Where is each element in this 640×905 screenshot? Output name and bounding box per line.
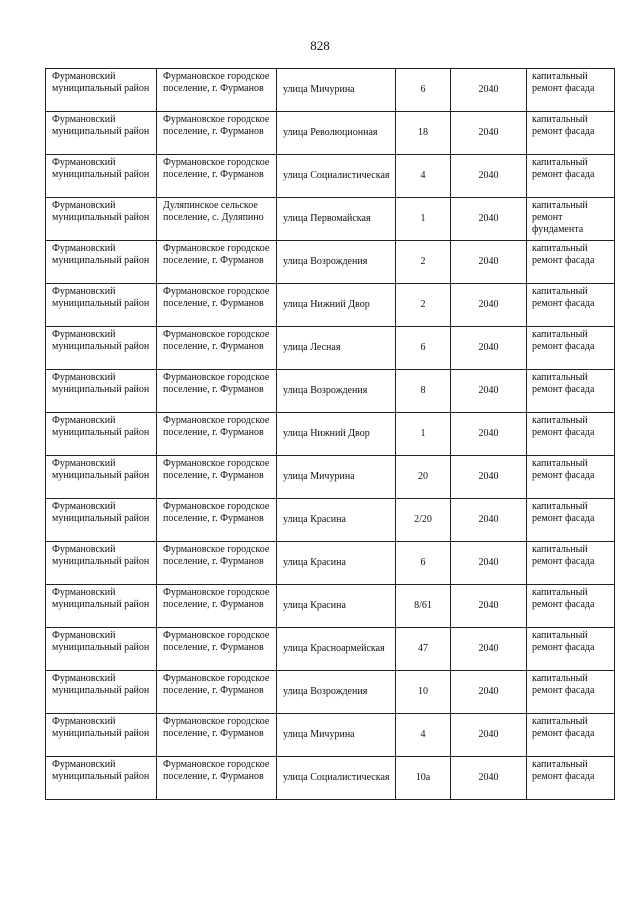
year-cell: 2040 — [451, 69, 527, 112]
street-cell: улица Нижний Двор — [277, 413, 396, 456]
settlement-cell: Фурмановское городское поселение, г. Фурманов — [157, 69, 277, 112]
settlement-cell: Фурмановское городское поселение, г. Фурманов — [157, 456, 277, 499]
district-cell: Фурмановский муниципальный район — [46, 542, 157, 585]
table-row — [46, 327, 615, 370]
table-row — [46, 155, 615, 198]
district-cell: Фурмановский муниципальный район — [46, 155, 157, 198]
street-cell: улица Мичурина — [277, 714, 396, 757]
street-cell: улица Красина — [277, 542, 396, 585]
year-cell: 2040 — [451, 241, 527, 284]
page-number: 828 — [310, 38, 330, 53]
district-cell: Фурмановский муниципальный район — [46, 585, 157, 628]
district-cell: Фурмановский муниципальный район — [46, 413, 157, 456]
street-cell: улица Мичурина — [277, 69, 396, 112]
table-row — [46, 198, 615, 241]
settlement-cell: Фурмановское городское поселение, г. Фурманов — [157, 370, 277, 413]
street-cell: улица Красноармейская — [277, 628, 396, 671]
year-cell: 2040 — [451, 456, 527, 499]
house-number-cell: 6 — [396, 69, 451, 112]
settlement-cell: Фурмановское городское поселение, г. Фурманов — [157, 628, 277, 671]
district-cell: Фурмановский муниципальный район — [46, 69, 157, 112]
table-row — [46, 284, 615, 327]
house-number-cell: 2 — [396, 284, 451, 327]
work-type-cell: капитальный ремонт фасада — [527, 327, 615, 370]
work-type-cell: капитальный ремонт фасада — [527, 241, 615, 284]
house-number-cell: 1 — [396, 198, 451, 241]
year-cell: 2040 — [451, 284, 527, 327]
year-cell: 2040 — [451, 757, 527, 800]
street-cell: улица Возрождения — [277, 370, 396, 413]
district-cell: Фурмановский муниципальный район — [46, 284, 157, 327]
work-type-cell: капитальный ремонт фасада — [527, 413, 615, 456]
year-cell: 2040 — [451, 714, 527, 757]
year-cell: 2040 — [451, 155, 527, 198]
settlement-cell: Фурмановское городское поселение, г. Фурманов — [157, 714, 277, 757]
year-cell: 2040 — [451, 198, 527, 241]
district-cell: Фурмановский муниципальный район — [46, 327, 157, 370]
work-type-cell: капитальный ремонт фасада — [527, 671, 615, 714]
year-cell: 2040 — [451, 542, 527, 585]
district-cell: Фурмановский муниципальный район — [46, 757, 157, 800]
settlement-cell: Фурмановское городское поселение, г. Фурманов — [157, 413, 277, 456]
settlement-cell: Фурмановское городское поселение, г. Фурманов — [157, 671, 277, 714]
street-cell: улица Социалистическая — [277, 155, 396, 198]
house-number-cell: 8/61 — [396, 585, 451, 628]
work-type-cell: капитальный ремонт фасада — [527, 714, 615, 757]
year-cell: 2040 — [451, 628, 527, 671]
district-cell: Фурмановский муниципальный район — [46, 112, 157, 155]
table-row — [46, 413, 615, 456]
house-number-cell: 20 — [396, 456, 451, 499]
street-cell: улица Красина — [277, 585, 396, 628]
table-row — [46, 112, 615, 155]
settlement-cell: Фурмановское городское поселение, г. Фурманов — [157, 542, 277, 585]
house-number-cell: 4 — [396, 155, 451, 198]
year-cell: 2040 — [451, 112, 527, 155]
street-cell: улица Лесная — [277, 327, 396, 370]
street-cell: улица Мичурина — [277, 456, 396, 499]
street-cell: улица Возрождения — [277, 241, 396, 284]
house-number-cell: 10а — [396, 757, 451, 800]
work-type-cell: капитальный ремонт фасада — [527, 628, 615, 671]
district-cell: Фурмановский муниципальный район — [46, 370, 157, 413]
settlement-cell: Фурмановское городское поселение, г. Фурманов — [157, 155, 277, 198]
table-row — [46, 241, 615, 284]
year-cell: 2040 — [451, 370, 527, 413]
house-number-cell: 2/20 — [396, 499, 451, 542]
house-number-cell: 10 — [396, 671, 451, 714]
street-cell: улица Красина — [277, 499, 396, 542]
table-row — [46, 499, 615, 542]
house-number-cell: 4 — [396, 714, 451, 757]
year-cell: 2040 — [451, 671, 527, 714]
table-row — [46, 370, 615, 413]
street-cell: улица Возрождения — [277, 671, 396, 714]
repair-schedule-table — [45, 68, 615, 800]
settlement-cell: Фурмановское городское поселение, г. Фурманов — [157, 585, 277, 628]
work-type-cell: капитальный ремонт фасада — [527, 370, 615, 413]
house-number-cell: 18 — [396, 112, 451, 155]
street-cell: улица Социалистическая — [277, 757, 396, 800]
table-row — [46, 671, 615, 714]
work-type-cell: капитальный ремонт фасада — [527, 499, 615, 542]
settlement-cell: Фурмановское городское поселение, г. Фурманов — [157, 327, 277, 370]
house-number-cell: 47 — [396, 628, 451, 671]
settlement-cell: Дуляпинское сельское поселение, с. Дуляпино — [157, 198, 277, 241]
house-number-cell: 6 — [396, 327, 451, 370]
year-cell: 2040 — [451, 585, 527, 628]
table-row — [46, 757, 615, 800]
street-cell: улица Революционная — [277, 112, 396, 155]
district-cell: Фурмановский муниципальный район — [46, 714, 157, 757]
work-type-cell: капитальный ремонт фасада — [527, 284, 615, 327]
table-row — [46, 69, 615, 112]
house-number-cell: 1 — [396, 413, 451, 456]
year-cell: 2040 — [451, 327, 527, 370]
house-number-cell: 6 — [396, 542, 451, 585]
settlement-cell: Фурмановское городское поселение, г. Фурманов — [157, 757, 277, 800]
work-type-cell: капитальный ремонт фасада — [527, 456, 615, 499]
table-body — [46, 69, 615, 800]
table-row — [46, 714, 615, 757]
work-type-cell: капитальный ремонт фасада — [527, 112, 615, 155]
work-type-cell: капитальный ремонт фасада — [527, 155, 615, 198]
street-cell: улица Первомайская — [277, 198, 396, 241]
table-row — [46, 542, 615, 585]
work-type-cell: капитальный ремонт фасада — [527, 69, 615, 112]
district-cell: Фурмановский муниципальный район — [46, 671, 157, 714]
table-row — [46, 456, 615, 499]
settlement-cell: Фурмановское городское поселение, г. Фурманов — [157, 112, 277, 155]
district-cell: Фурмановский муниципальный район — [46, 628, 157, 671]
work-type-cell: капитальный ремонт фасада — [527, 757, 615, 800]
settlement-cell: Фурмановское городское поселение, г. Фурманов — [157, 499, 277, 542]
house-number-cell: 2 — [396, 241, 451, 284]
work-type-cell: капитальный ремонт фасада — [527, 585, 615, 628]
work-type-cell: капитальный ремонт фундамента — [527, 198, 615, 241]
street-cell: улица Нижний Двор — [277, 284, 396, 327]
settlement-cell: Фурмановское городское поселение, г. Фурманов — [157, 241, 277, 284]
district-cell: Фурмановский муниципальный район — [46, 499, 157, 542]
house-number-cell: 8 — [396, 370, 451, 413]
year-cell: 2040 — [451, 499, 527, 542]
district-cell: Фурмановский муниципальный район — [46, 456, 157, 499]
district-cell: Фурмановский муниципальный район — [46, 198, 157, 241]
district-cell: Фурмановский муниципальный район — [46, 241, 157, 284]
table-row — [46, 628, 615, 671]
settlement-cell: Фурмановское городское поселение, г. Фурманов — [157, 284, 277, 327]
table-row — [46, 585, 615, 628]
year-cell: 2040 — [451, 413, 527, 456]
work-type-cell: капитальный ремонт фасада — [527, 542, 615, 585]
